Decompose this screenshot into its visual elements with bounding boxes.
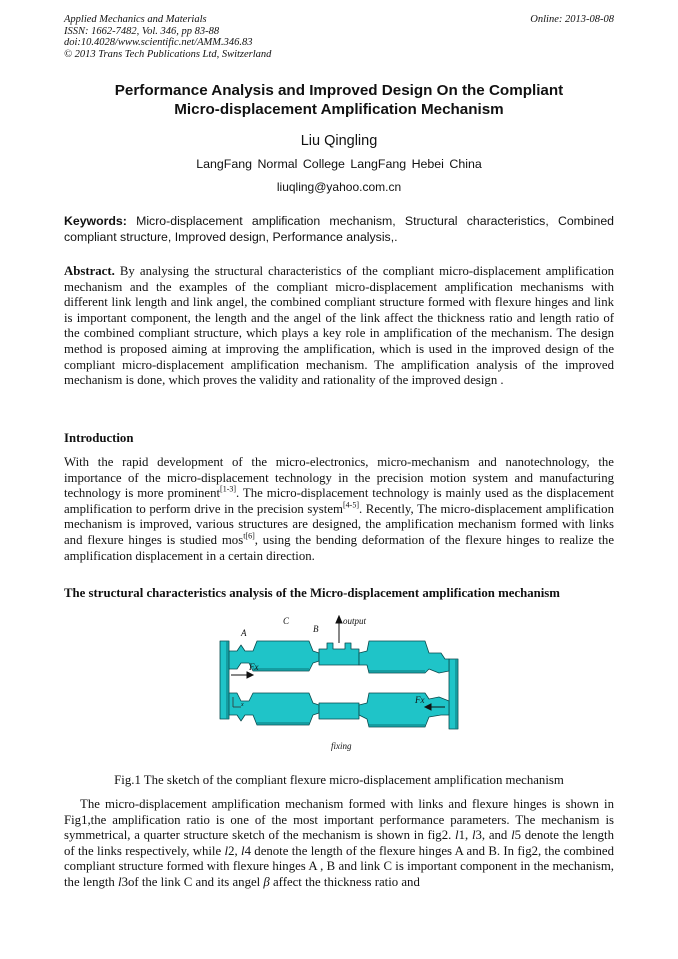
- mechanism-body: [220, 641, 458, 729]
- abstract-label: Abstract.: [64, 264, 115, 278]
- lower-left-link: [229, 693, 319, 725]
- intro-text-4: , using the bending deformation of the flexure hinges to realize the amplification displacement in a certain direction.: [64, 532, 614, 563]
- issn-line: ISSN: 1662-7482, Vol. 346, pp 83-88: [64, 25, 220, 37]
- output-arrowhead: [336, 616, 342, 623]
- figure-1: [219, 615, 459, 753]
- var-l3-link-c: l: [118, 874, 122, 889]
- author-email: liuqling@yahoo.com.cn: [276, 180, 402, 194]
- body-text-5: 2,: [228, 843, 241, 858]
- body-text-2: 1,: [458, 828, 472, 843]
- upper-right-link: [359, 641, 449, 673]
- keywords-label: Keywords:: [64, 214, 127, 228]
- intro-text-1: With the rapid development of the micro-electronics, micro-mechanism and nanotechnology, the importance of the micro-displacement technology in the precision motion system and manufacturing technology is more prominent: [64, 455, 614, 501]
- lower-right-edge-shade: [369, 724, 425, 727]
- online-date: Online: 2013-08-08: [530, 14, 614, 25]
- section-heading-structural: The structural characteristics analysis of the Micro-displacement amplification mechanism: [64, 586, 560, 600]
- journal-name: Applied Mechanics and Materials: [64, 14, 207, 25]
- citation-1-3: [1-3]: [220, 484, 237, 494]
- figure-1-caption: Fig.1 The sketch of the compliant flexure micro-displacement amplification mechanism: [114, 773, 564, 787]
- body-text-6: 4 denote the length of the flexure hinges A and B. In fig2, the combined compliant structure formed with flexure hinges A , B and link C is important component in the mechanism, the length: [64, 843, 614, 889]
- mechanism-sketch: [219, 615, 459, 753]
- paper-title: [64, 81, 614, 119]
- body-text-1: The micro-displacement amplification mechanism formed with links and flexure hinges is shown in Fig1,the amplification ratio is one of the most important performance parameters. The mechanism is symmetrical, a quarter structure sketch of the mechanism is shown in fig2.: [64, 797, 614, 843]
- label-c: C: [283, 616, 290, 626]
- label-b: B: [313, 624, 319, 634]
- body-paragraph: [64, 797, 614, 891]
- body-text-7: 3of the link C and its angel: [121, 874, 264, 889]
- label-fx-right: Fx: [415, 695, 425, 705]
- lower-right-link: [359, 693, 449, 727]
- left-column-shade: [226, 641, 229, 719]
- keywords-text: Micro-displacement amplification mechanism, Structural characteristics, Combined compliant structure, Improved design, Performance analysis,.: [64, 214, 614, 244]
- upper-right-edge-shade: [369, 670, 425, 673]
- body-text-4: 5 denote the length of the links respectively, while: [64, 828, 614, 858]
- upper-left-link: [229, 641, 319, 671]
- var-l3: l: [471, 828, 476, 843]
- affiliation: LangFang Normal College LangFang Hebei China: [196, 157, 482, 171]
- keywords-paragraph: [64, 213, 614, 245]
- var-beta: β: [263, 874, 270, 889]
- label-fx-left: Fx: [249, 662, 259, 672]
- var-l2: l: [224, 843, 229, 858]
- body-text-8: affect the thickness ratio and: [269, 874, 420, 889]
- title-line-1: Performance Analysis and Improved Design On the Compliant: [114, 82, 564, 99]
- introduction-heading: Introduction: [64, 431, 134, 445]
- fx-left-arrowhead: [247, 672, 253, 678]
- intro-text-3: . Recently, The micro-displacement amplification mechanism is improved, various structures are designed, the amplification mechanism formed with links and flexure hinges is studied mos: [64, 501, 614, 547]
- label-fixing: fixing: [331, 741, 352, 751]
- label-a: A: [241, 628, 247, 638]
- var-l1: l: [455, 828, 459, 843]
- upper-left-edge-shade: [253, 668, 309, 671]
- fixing-block: [319, 703, 359, 719]
- lower-left-edge-shade: [257, 722, 309, 725]
- title-line-2: Micro-displacement Amplification Mechanism: [174, 101, 504, 118]
- intro-text-2: . The micro-displacement technology is mainly used as the displacement amplification to perform drive in the precision system: [64, 486, 614, 516]
- introduction-paragraph: [64, 455, 614, 564]
- right-column-shade: [455, 659, 458, 729]
- abstract-text: By analysing the structural characteristics of the compliant micro-displacement amplification mechanism and the examples of the compliant micro-displacement amplification mechanisms with different link length and link angel, the combined compliant structure formed with flexure hinges and link is important component, the length and the angel of the link affect the thickness ratio and length ratio of the combined compliant structure, which plays a key role in amplification of the mechanism. The design method is proposed aiming at improving the amplification, which is used in the improved design of the compliant micro-displacement amplification mechanism. The amplification analysis of the improved mechanism is done, which proves the validity and rationality of the improved design .: [64, 264, 614, 388]
- journal-header: [64, 14, 271, 60]
- output-block: [319, 643, 359, 665]
- doi-line: doi:10.4028/www.scientific.net/AMM.346.83: [64, 37, 253, 48]
- label-output: output: [343, 616, 367, 626]
- var-l5: l: [511, 828, 515, 843]
- citation-4-5: [4-5]: [342, 500, 359, 510]
- label-axis-x: x: [241, 702, 244, 708]
- var-l4: l: [241, 843, 245, 858]
- abstract-paragraph: [64, 264, 614, 389]
- copyright-line: © 2013 Trans Tech Publications Ltd, Switzerland: [64, 48, 272, 60]
- body-text-3: 3, and: [475, 828, 512, 843]
- citation-6: t[6]: [243, 531, 255, 541]
- author-name: Liu Qingling: [300, 133, 378, 149]
